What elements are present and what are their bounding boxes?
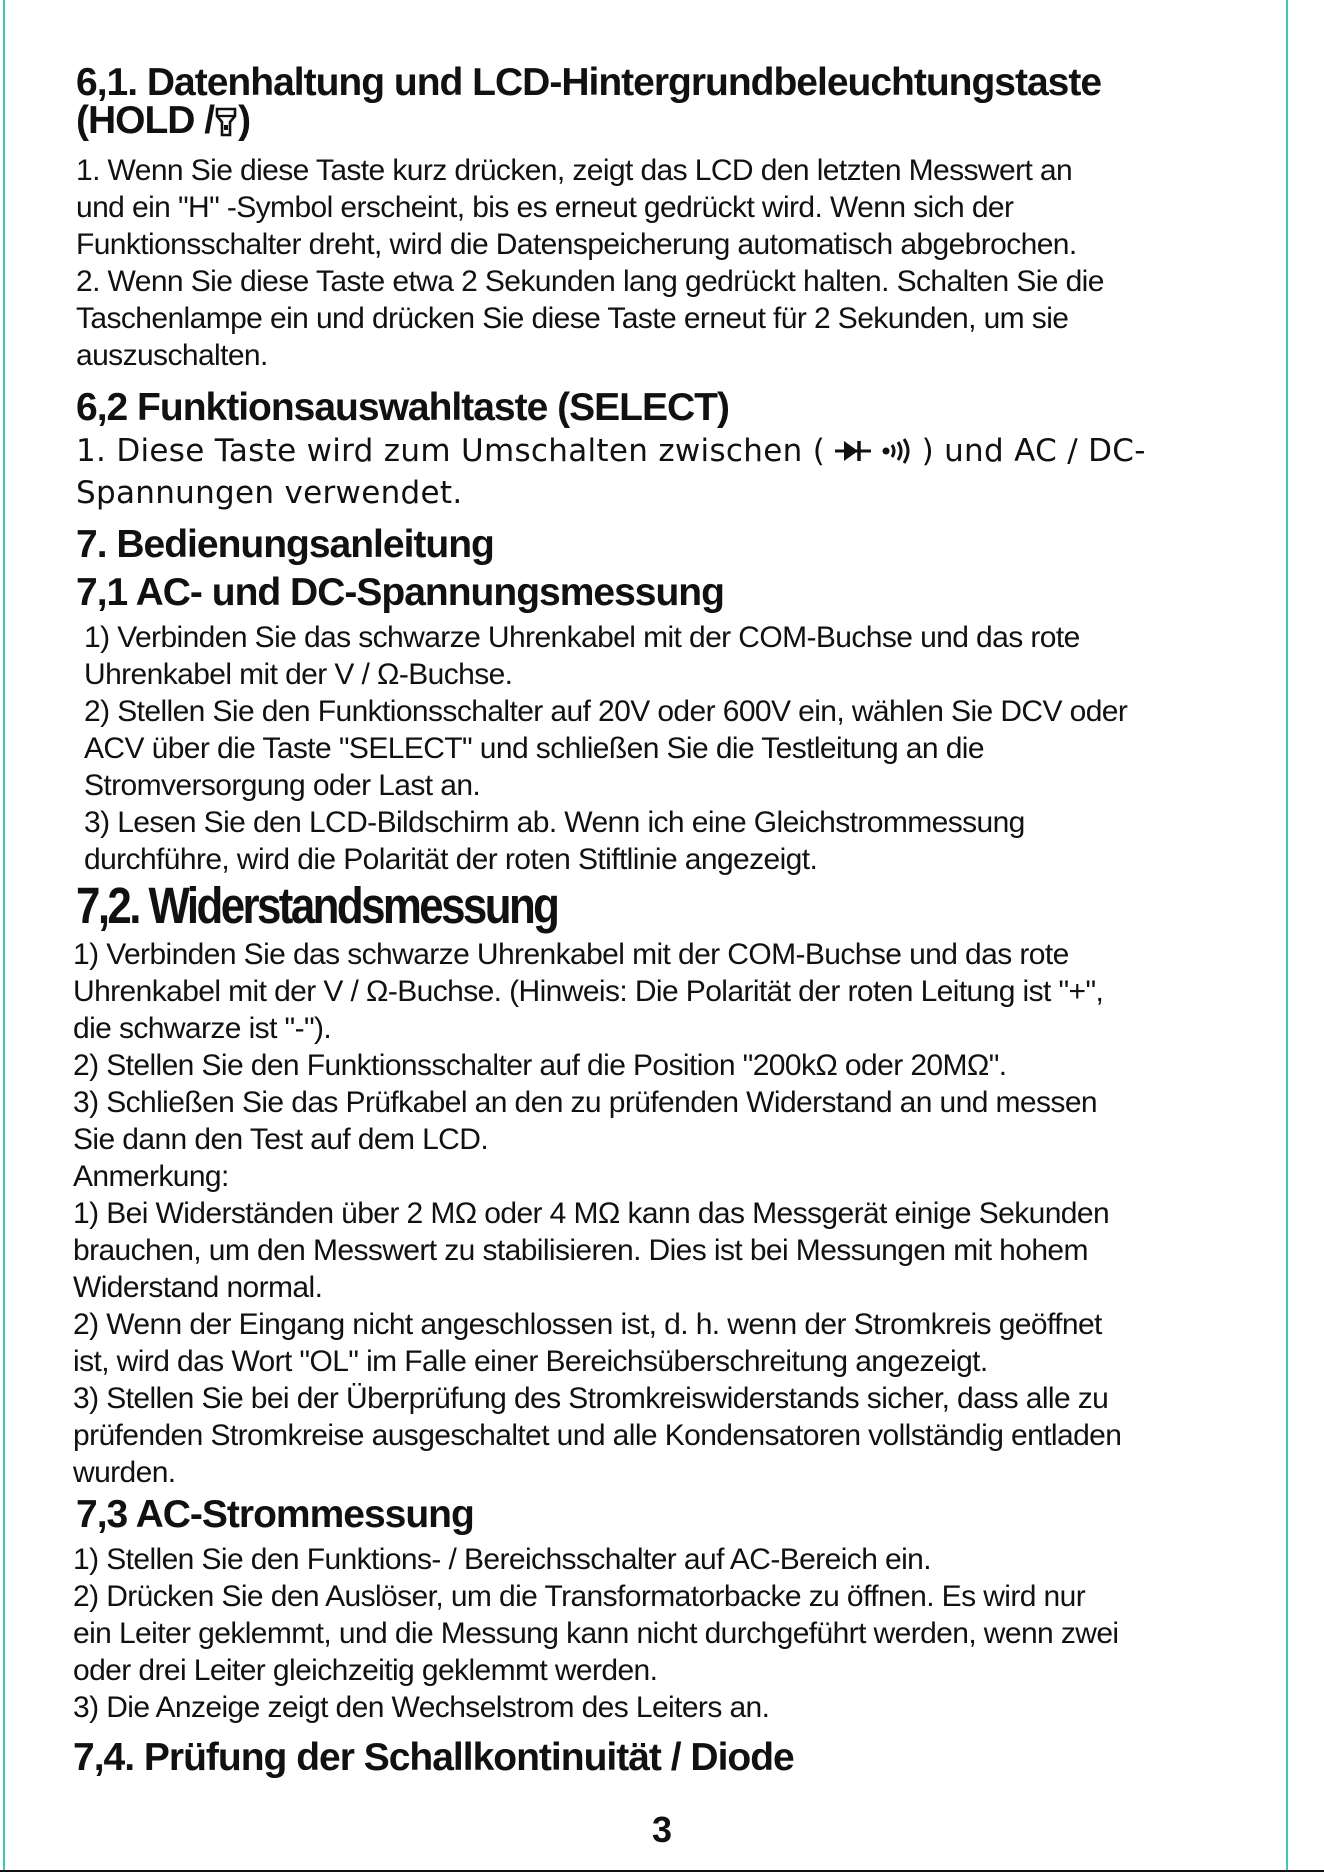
section-7-1-line: 3) Lesen Sie den LCD-Bildschirm ab. Wenn ich eine Gleichstrommessung (84, 806, 1025, 839)
heading-line-2 (76, 99, 1256, 144)
section-6-1-line: auszuschalten. (76, 339, 268, 372)
section-7-1-line: 2) Stellen Sie den Funktionsschalter auf 20V oder 600V ein, wählen Sie DCV oder (84, 695, 1128, 728)
heading-hold-text: (HOLD / (76, 99, 215, 142)
section-6-2 (76, 386, 1256, 513)
section-7-1-line: Uhrenkabel mit der V / Ω-Buchse. (84, 658, 513, 691)
section-7-3-heading: 7,3 AC-Strommessung (76, 1493, 474, 1536)
continuity-sound-icon (881, 435, 911, 474)
section-6-1 (76, 61, 1256, 374)
select-text-pre: 1. Diese Taste wird zum Umschalten zwischen ( (76, 433, 826, 469)
diode-icon (835, 435, 871, 474)
section-7-2-line: 1) Verbinden Sie das schwarze Uhrenkabel mit der COM-Buchse und das rote (73, 938, 1069, 971)
section-7-2-line: 2) Wenn der Eingang nicht angeschlossen ist, d. h. wenn der Stromkreis geöffnet (73, 1308, 1102, 1341)
section-7-3-line: 3) Die Anzeige zeigt den Wechselstrom des Leiters an. (73, 1691, 770, 1724)
section-7-2-line: prüfenden Stromkreise ausgeschaltet und alle Kondensatoren vollständig entladen (73, 1419, 1122, 1452)
section-6-1-line: 2. Wenn Sie diese Taste etwa 2 Sekunden lang gedrückt halten. Schalten Sie die (76, 265, 1104, 298)
section-7-3 (73, 1493, 1256, 1726)
section-7-4-heading: 7,4. Prüfung der Schallkontinuität / Diode (73, 1736, 794, 1779)
section-7-1-line: Stromversorgung oder Last an. (84, 769, 481, 802)
section-6-1-line: und ein "H" -Symbol erscheint, bis es erneut gedrückt wird. Wenn sich der (76, 191, 1014, 224)
section-7-2-heading: 7,2. Widerstandsmessung (76, 877, 558, 934)
section-7-2-line: brauchen, um den Messwert zu stabilisieren. Dies ist bei Messungen mit hohem (73, 1234, 1088, 1267)
select-text-post: ) und AC / DC- (921, 433, 1146, 469)
section-7-2-line: wurden. (73, 1456, 176, 1489)
section-7-2-line: Widerstand normal. (73, 1271, 323, 1304)
section-6-1-line: 1. Wenn Sie diese Taste kurz drücken, zeigt das LCD den letzten Messwert an (76, 154, 1073, 187)
section-7-2-line: Anmerkung: (73, 1160, 229, 1193)
section-7-3-line: ein Leiter geklemmt, und die Messung kann nicht durchgeführt werden, wenn zwei (73, 1617, 1119, 1650)
section-7-1-line: durchführe, wird die Polarität der roten Stiftlinie angezeigt. (84, 843, 818, 876)
manual-page-content (73, 61, 1256, 1780)
heading-line-1: 6,1. Datenhaltung und LCD-Hintergrundbeleuchtungstaste (76, 61, 1102, 104)
section-6-2-line (76, 432, 1256, 474)
section-7-3-line: 2) Drücken Sie den Auslöser, um die Transformatorbacke zu öffnen. Es wird nur (73, 1580, 1086, 1613)
page-number: 3 (651, 1809, 673, 1850)
section-7-3-line: 1) Stellen Sie den Funktions- / Bereichsschalter auf AC-Bereich ein. (73, 1543, 931, 1576)
section-7-1-heading: 7,1 AC- und DC-Spannungsmessung (76, 571, 724, 614)
section-6-1-line: Funktionsschalter dreht, wird die Datenspeicherung automatisch abgebrochen. (76, 228, 1077, 261)
section-6-1-heading (76, 61, 1256, 144)
section-7-heading: 7. Bedienungsanleitung (76, 523, 494, 566)
section-7-2-line: 3) Schließen Sie das Prüfkabel an den zu prüfenden Widerstand an und messen (73, 1086, 1097, 1119)
section-7-2-line: Uhrenkabel mit der V / Ω-Buchse. (Hinweis: Die Polarität der roten Leitung ist "+", (73, 975, 1104, 1008)
heading-close-paren: ) (238, 99, 251, 142)
section-6-2-line: Spannungen verwendet. (76, 475, 463, 511)
section-7-2 (73, 877, 1256, 1491)
flashlight-icon (215, 106, 237, 144)
section-7-3-line: oder drei Leiter gleichzeitig geklemmt werden. (73, 1654, 658, 1687)
section-7-2-line: 3) Stellen Sie bei der Überprüfung des Stromkreiswiderstands sicher, dass alle zu (73, 1382, 1109, 1415)
section-7-2-line: 1) Bei Widerständen über 2 MΩ oder 4 MΩ kann das Messgerät einige Sekunden (73, 1197, 1110, 1230)
section-7-2-line: ist, wird das Wort "OL" im Falle einer Bereichsüberschreitung angezeigt. (73, 1345, 988, 1378)
section-6-2-heading: 6,2 Funktionsauswahltaste (SELECT) (76, 386, 729, 429)
section-6-1-line: Taschenlampe ein und drücken Sie diese Taste erneut für 2 Sekunden, um sie (76, 302, 1069, 335)
section-7-1 (76, 571, 1256, 878)
section-7-1-line: 1) Verbinden Sie das schwarze Uhrenkabel mit der COM-Buchse und das rote (84, 621, 1080, 654)
right-page-border (1286, 0, 1288, 1872)
section-7-2-line: 2) Stellen Sie den Funktionsschalter auf die Position "200kΩ oder 20MΩ". (73, 1049, 1007, 1082)
section-7-2-line: Sie dann den Test auf dem LCD. (73, 1123, 489, 1156)
section-7-2-line: die schwarze ist "-"). (73, 1012, 332, 1045)
left-page-border (3, 0, 5, 1872)
section-7-1-line: ACV über die Taste "SELECT" und schließen Sie die Testleitung an die (84, 732, 984, 765)
